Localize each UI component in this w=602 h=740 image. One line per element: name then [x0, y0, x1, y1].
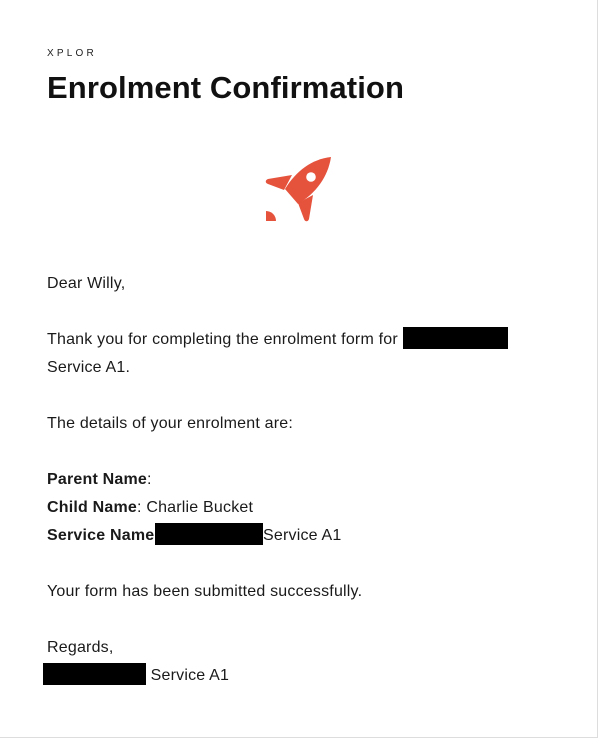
intro-text: Thank you for completing the enrolment form for	[47, 331, 403, 348]
greeting: Dear Willy,	[47, 275, 126, 292]
rocket-icon	[262, 155, 334, 225]
child-name-separator: :	[137, 499, 147, 516]
parent-name-label: Parent Name	[47, 471, 148, 488]
redacted-service-name	[403, 327, 508, 349]
service-name-label: Service Name	[47, 527, 155, 544]
closing: Regards,	[47, 639, 114, 656]
signature	[43, 662, 229, 690]
intro-service: Service A1.	[47, 359, 131, 376]
enrolment-details	[47, 466, 342, 550]
child-name-label: Child Name	[47, 499, 138, 516]
service-name-value: Service A1	[263, 527, 342, 544]
status-message: Your form has been submitted successfully.	[47, 583, 363, 600]
page-title: Enrolment Confirmation	[47, 70, 404, 105]
redacted-signature-name	[43, 663, 146, 685]
parent-name-separator: :	[147, 471, 152, 488]
parent-name-row	[47, 466, 342, 494]
service-name-row	[47, 522, 342, 550]
redacted-service-prefix	[155, 523, 263, 545]
intro-paragraph	[47, 326, 508, 382]
details-intro: The details of your enrolment are:	[47, 415, 294, 432]
child-name-value: Charlie Bucket	[146, 499, 254, 516]
brand-label: XPLOR	[47, 48, 97, 59]
signature-service: Service A1	[150, 667, 230, 684]
child-name-row	[47, 494, 342, 522]
